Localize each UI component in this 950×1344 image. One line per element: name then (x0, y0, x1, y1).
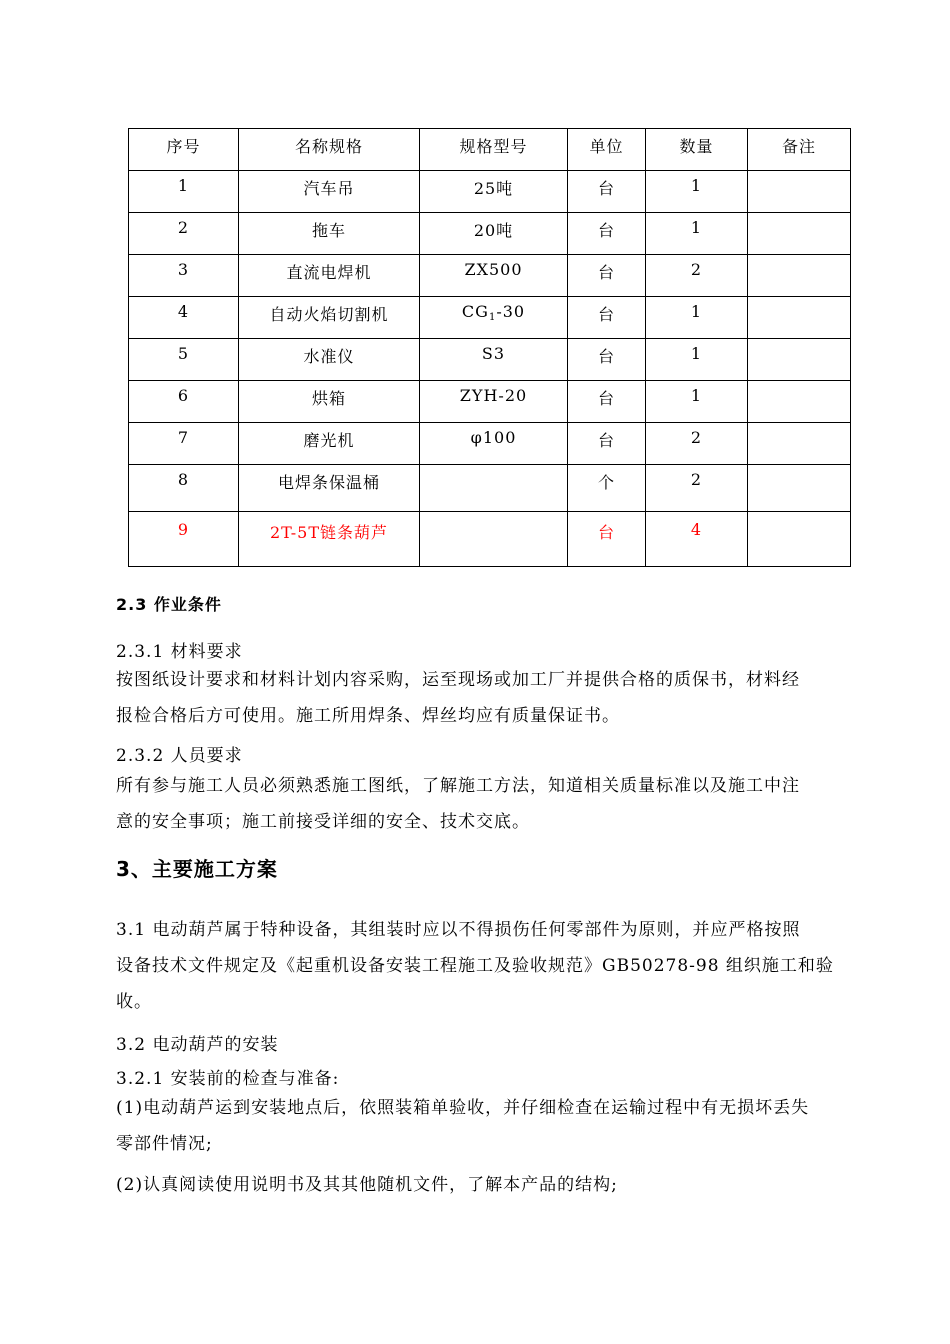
cell-qty: 1 (646, 339, 748, 381)
model-tail: -30 (496, 302, 526, 321)
cell-unit: 台 (568, 171, 646, 213)
cell-qty: 2 (646, 255, 748, 297)
cell-note (748, 213, 851, 255)
cell-note (748, 255, 851, 297)
section-heading-2-3: 2.3 作业条件 (116, 595, 222, 614)
cell-model (420, 297, 568, 339)
cell-name: 自动火焰切割机 (239, 297, 420, 339)
cell-qty: 4 (646, 512, 748, 567)
section-heading-3: 3、主要施工方案 (116, 857, 278, 881)
cell-model: S3 (420, 339, 568, 381)
cell-model: 25吨 (420, 171, 568, 213)
cell-note (748, 381, 851, 423)
table-row (129, 381, 851, 423)
subheading-2-3-1: 2.3.1 材料要求 (116, 642, 243, 662)
text-line: 3.1 电动葫芦属于特种设备，其组装时应以不得损伤任何零部件为原则，并应严格按照 (116, 920, 801, 940)
text-line: 按图纸设计要求和材料计划内容采购，运至现场或加工厂并提供合格的质保书，材料经 (116, 670, 800, 690)
cell-model (420, 512, 568, 567)
cell-name: 磨光机 (239, 423, 420, 465)
text-line: 设备技术文件规定及《起重机设备安装工程施工及验收规范》GB50278-98 组织施工和验 (116, 956, 834, 976)
paragraph-personnel (116, 768, 846, 840)
subheading-3-2: 3.2 电动葫芦的安装 (116, 1035, 279, 1055)
text-line: (1)电动葫芦运到安装地点后，依照装箱单验收，并仔细检查在运输过程中有无损坏丢失 (116, 1098, 810, 1118)
cell-name: 拖车 (239, 213, 420, 255)
table-row (129, 213, 851, 255)
cell-no: 9 (129, 512, 239, 567)
cell-no: 6 (129, 381, 239, 423)
text-line: 所有参与施工人员必须熟悉施工图纸，了解施工方法，知道相关质量标准以及施工中注 (116, 776, 800, 796)
cell-unit: 台 (568, 213, 646, 255)
text-line: 意的安全事项；施工前接受详细的安全、技术交底。 (116, 812, 530, 832)
subheading-2-3-2: 2.3.2 人员要求 (116, 746, 243, 766)
cell-no: 4 (129, 297, 239, 339)
paragraph-material (116, 662, 846, 734)
table-row (129, 255, 851, 297)
cell-qty: 1 (646, 381, 748, 423)
cell-name: 水准仪 (239, 339, 420, 381)
header-no: 序号 (129, 129, 239, 171)
table-row (129, 297, 851, 339)
table-row-highlighted (129, 512, 851, 567)
cell-name: 汽车吊 (239, 171, 420, 213)
cell-unit: 台 (568, 255, 646, 297)
cell-no: 3 (129, 255, 239, 297)
cell-qty: 1 (646, 171, 748, 213)
table-row (129, 339, 851, 381)
table-header-row (129, 129, 851, 171)
cell-unit: 台 (568, 339, 646, 381)
header-name: 名称规格 (239, 129, 420, 171)
cell-note (748, 465, 851, 512)
cell-note (748, 423, 851, 465)
table-row (129, 171, 851, 213)
cell-qty: 1 (646, 213, 748, 255)
text-line: 报检合格后方可使用。施工所用焊条、焊丝均应有质量保证书。 (116, 706, 620, 726)
model-subscript: 1 (488, 312, 497, 323)
cell-model: ZX500 (420, 255, 568, 297)
model-main: CG (461, 302, 489, 321)
cell-note (748, 512, 851, 567)
cell-unit: 台 (568, 381, 646, 423)
cell-name: 电焊条保温桶 (239, 465, 420, 512)
cell-no: 1 (129, 171, 239, 213)
paragraph-3-1 (116, 912, 846, 1020)
cell-qty: 2 (646, 465, 748, 512)
cell-qty: 2 (646, 423, 748, 465)
cell-unit: 台 (568, 297, 646, 339)
cell-unit: 个 (568, 465, 646, 512)
cell-name: 直流电焊机 (239, 255, 420, 297)
header-qty: 数量 (646, 129, 748, 171)
cell-name: 2T-5T链条葫芦 (239, 512, 420, 567)
cell-note (748, 171, 851, 213)
cell-no: 8 (129, 465, 239, 512)
cell-qty: 1 (646, 297, 748, 339)
cell-model: 20吨 (420, 213, 568, 255)
header-note: 备注 (748, 129, 851, 171)
list-item-1 (116, 1090, 846, 1162)
cell-model: φ100 (420, 423, 568, 465)
cell-model (420, 465, 568, 512)
cell-note (748, 339, 851, 381)
subheading-3-2-1: 3.2.1 安装前的检查与准备: (116, 1069, 340, 1089)
cell-name: 烘箱 (239, 381, 420, 423)
list-item-2: (2)认真阅读使用说明书及其其他随机文件，了解本产品的结构; (116, 1175, 618, 1195)
cell-note (748, 297, 851, 339)
cell-unit: 台 (568, 423, 646, 465)
table-row (129, 423, 851, 465)
cell-no: 5 (129, 339, 239, 381)
cell-model: ZYH-20 (420, 381, 568, 423)
header-model: 规格型号 (420, 129, 568, 171)
cell-unit: 台 (568, 512, 646, 567)
table-row (129, 465, 851, 512)
cell-no: 7 (129, 423, 239, 465)
text-line: 零部件情况; (116, 1134, 213, 1154)
text-line: 收。 (116, 992, 152, 1012)
equipment-table (128, 128, 851, 567)
cell-no: 2 (129, 213, 239, 255)
header-unit: 单位 (568, 129, 646, 171)
